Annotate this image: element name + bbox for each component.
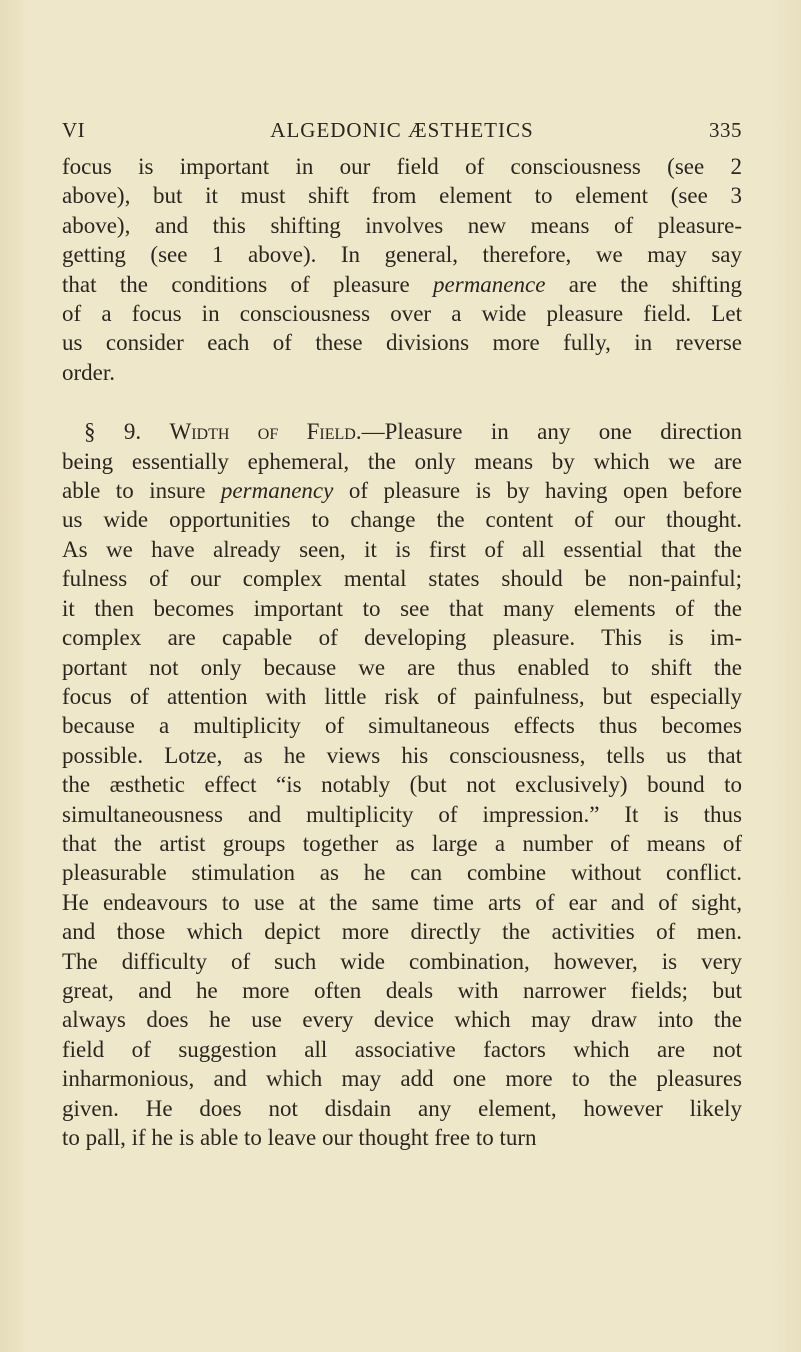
paragraph-2 [62, 417, 742, 1152]
text-line: given. He does not disdain any element, however likely [62, 1095, 742, 1121]
section-heading: Width of Field. [169, 419, 362, 445]
text-line: complex are capable of developing pleasure. This is im- [62, 625, 742, 651]
text-line: pleasurable stimulation as he can combine without conflict. [62, 860, 742, 886]
text-line: above), but it must shift from element to element (see 3 [62, 183, 742, 209]
italic-term: permanency [220, 478, 334, 504]
text-line: it then becomes important to see that many elements of the [62, 595, 742, 621]
text-line: us wide opportunities to change the content of our thought. [62, 507, 742, 533]
text-line: being essentially ephemeral, the only means by which we are [62, 448, 742, 474]
text-line: possible. Lotze, as he views his consciousness, tells us that [62, 742, 742, 768]
section-heading-continuation: —Pleasure in any one direction [361, 419, 743, 445]
paragraph-gap [62, 387, 742, 417]
body-text [62, 152, 742, 1152]
running-head [62, 118, 742, 144]
text-line: of a focus in consciousness over a wide pleasure field. Let [62, 301, 742, 327]
text-line: portant not only because we are thus enabled to shift the [62, 654, 742, 680]
text-line: focus of attention with little risk of painfulness, but especially [62, 683, 742, 709]
text-line: that the conditions of pleasure permanence are the shifting [62, 271, 742, 297]
page-number: 335 [709, 118, 742, 142]
text-line: fulness of our complex mental states should be non-painful; [62, 566, 742, 592]
text-line: and those which depict more directly the activities of men. [62, 919, 742, 945]
text-line: order. [62, 359, 116, 385]
italic-term: permanence [433, 271, 546, 297]
text-line: inharmonious, and which may add one more to the pleasures [62, 1066, 742, 1092]
text-line: above), and this shifting involves new means of pleasure- [62, 212, 742, 238]
text-line: because a multiplicity of simultaneous effects thus becomes [62, 713, 742, 739]
text-line: He endeavours to use at the same time arts of ear and of sight, [62, 889, 742, 915]
text-line: the æsthetic effect “is notably (but not exclusively) bound to [62, 772, 742, 798]
section-heading-line [62, 417, 742, 446]
text-line: field of suggestion all associative factors which are not [62, 1036, 742, 1062]
text-line: simultaneousness and multiplicity of impression.” It is thus [62, 801, 742, 827]
running-title: ALGEDONIC ÆSTHETICS [270, 118, 534, 142]
text-line: focus is important in our field of consciousness (see 2 [62, 154, 742, 179]
text-line: As we have already seen, it is first of all essential that the [62, 536, 742, 562]
text-line: The difficulty of such wide combination, however, is very [62, 948, 742, 974]
text-line: to pall, if he is able to leave our thought free to turn [62, 1125, 537, 1150]
text-line: always does he use every device which may draw into the [62, 1007, 742, 1033]
section-number: § 9. [84, 419, 142, 445]
text-line: us consider each of these divisions more fully, in reverse [62, 330, 742, 356]
text-line: getting (see 1 above). In general, therefore, we may say [62, 242, 742, 268]
text-line: great, and he more often deals with narrower fields; but [62, 977, 742, 1003]
text-line: able to insure permanency of pleasure is by having open before [62, 478, 743, 504]
chapter-number: VI [62, 118, 86, 142]
text-line: that the artist groups together as large a number of means of [62, 830, 742, 856]
paragraph-1 [62, 152, 742, 387]
